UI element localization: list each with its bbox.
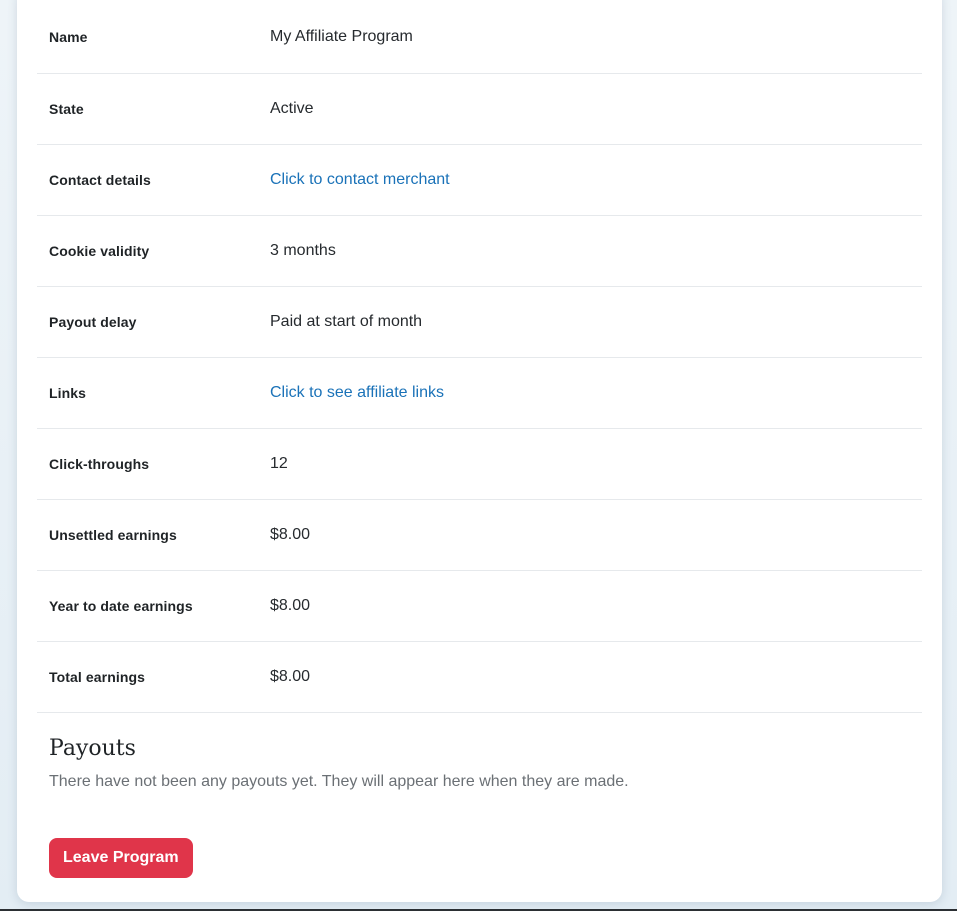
detail-row-ytd-earnings [37, 571, 922, 642]
detail-value: My Affiliate Program [270, 27, 413, 45]
detail-label: Total earnings [49, 669, 146, 685]
detail-value: 3 months [270, 242, 336, 259]
payouts-heading: Payouts [49, 736, 136, 761]
detail-value: $8.00 [270, 597, 311, 614]
detail-value: 12 [270, 455, 288, 472]
detail-value: Active [270, 100, 314, 117]
detail-label: Cookie validity [49, 243, 150, 259]
detail-row-state [37, 74, 922, 145]
detail-label: Links [49, 385, 87, 401]
detail-row-total-earnings [37, 642, 922, 713]
detail-label: Name [49, 28, 88, 45]
detail-label: Unsettled earnings [49, 527, 177, 543]
detail-value: $8.00 [270, 668, 311, 685]
detail-row-contact [37, 145, 922, 216]
program-details-table [37, 0, 922, 713]
affiliate-links-link[interactable]: Click to see affiliate links [270, 384, 444, 401]
leave-program-button[interactable]: Leave Program [49, 838, 193, 878]
detail-label: Click-throughs [49, 456, 150, 472]
detail-label: Contact details [49, 172, 151, 188]
program-card [17, 0, 942, 902]
detail-row-links [37, 358, 922, 429]
payouts-empty-message: There have not been any payouts yet. They will appear here when they are made. [49, 773, 629, 790]
contact-merchant-link[interactable]: Click to contact merchant [270, 171, 450, 188]
detail-row-name [37, 0, 922, 74]
detail-label: Payout delay [49, 314, 137, 330]
detail-value: $8.00 [270, 526, 311, 543]
detail-row-unsettled-earnings [37, 500, 922, 571]
detail-label: Year to date earnings [49, 598, 193, 614]
detail-row-payout-delay [37, 287, 922, 358]
detail-row-click-throughs [37, 429, 922, 500]
detail-value: Paid at start of month [270, 313, 423, 330]
payouts-section [49, 736, 629, 791]
detail-label: State [49, 101, 84, 117]
detail-row-cookie-validity [37, 216, 922, 287]
